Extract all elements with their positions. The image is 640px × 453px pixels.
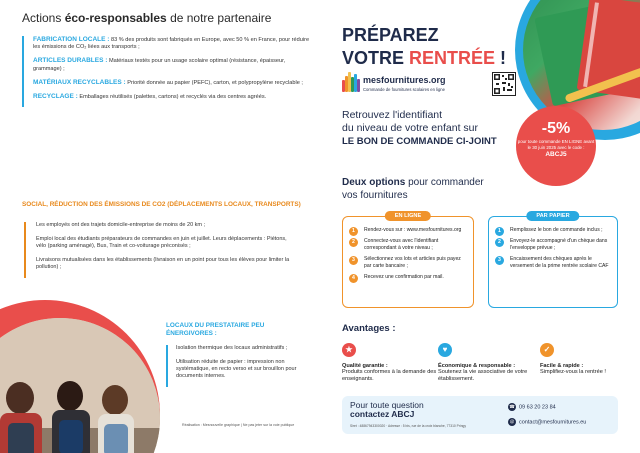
students-illustration xyxy=(0,318,160,453)
paper-step: 2 Envoyez-le accompagné d'un chèque dans l'enveloppe prévue ; xyxy=(495,238,613,251)
online-option-box xyxy=(342,213,474,308)
eco-item: FABRICATION LOCALE : 83 % des produits sont fabriqués en Europe, avec 50 % en France, pour réduire les émissions de CO₂ liées aux transports ; xyxy=(33,36,310,51)
identifier-message: Retrouvez l'identifiant du niveau de votre enfant sur LE BON DE COMMANDE CI-JOINT xyxy=(342,109,497,147)
eco-list xyxy=(22,36,312,107)
mail-icon: @ xyxy=(509,419,515,424)
eco-item: ARTICLES DURABLES : Matériaux testés pour un usage scolaire optimal (résistance, épaisseur, grammage) ; xyxy=(33,57,286,72)
online-option-label: EN LIGNE xyxy=(385,211,431,221)
page-title: PRÉPAREZ VOTRE RENTRÉE ! xyxy=(342,25,507,68)
promo-percent: -5% xyxy=(541,120,571,137)
brand-tagline: Commande de fournitures scolaires en ligne xyxy=(363,87,445,92)
right-panel xyxy=(320,0,640,453)
contact-name: contactez ABCJ xyxy=(350,409,415,419)
social-item: Livraisons mutualisées dans les établissements (livraison en un point pour tous les élèves pour limiter la pollution) ; xyxy=(36,257,290,270)
online-step: 2 Connectez-vous avec l'identifiant correspondant à votre niveau ; xyxy=(349,238,469,251)
promo-code: ABCJ5 xyxy=(545,151,567,159)
contact-phone[interactable]: ☎ 09 63 20 23 84 xyxy=(509,404,556,411)
qr-code-icon[interactable] xyxy=(492,72,516,96)
contact-email[interactable]: @ contact@mesfournitures.eu xyxy=(509,419,587,426)
online-step: 4 Recevez une confirmation par mail. xyxy=(349,274,469,280)
contact-address: Siret : 48867943300020 · Adresse : 5 bis, rue de la croix blanche, 77310 Pringy xyxy=(350,424,467,428)
online-step: 1 Rendez-vous sur : www.mesfournitures.org xyxy=(349,227,469,233)
advantage-item: ✓ Facile & rapide : Simplifiez-vous la rentrée ! xyxy=(540,345,606,375)
brand-name[interactable]: mesfournitures.org xyxy=(363,75,446,85)
paper-step: 3 Encaissement des chèques après le versement de la prime rentrée scolaire CAF xyxy=(495,256,613,269)
advantage-item: ★ Qualité garantie : Produits conformes à la demande des enseignants. xyxy=(342,345,437,382)
locaux-title: LOCAUX DU PRESTATAIRE PEU ÉNERGIVORES : xyxy=(166,322,265,337)
medal-icon: ★ xyxy=(342,343,356,357)
paper-option-box xyxy=(488,213,618,308)
thumbs-up-icon: ✓ xyxy=(540,343,554,357)
paper-option-label: PAR PAPIER xyxy=(526,211,579,221)
social-item: Emploi local des étudiants préparateurs de commandes en juin et juillet. Leurs déplacements : Piétons, vélo (parking aménagé), Bus, Train et co-voiturage préconisés ; xyxy=(36,236,287,249)
phone-icon: ☎ xyxy=(509,404,515,409)
locaux-item: Utilisation réduite de papier : impression non systématique, en recto verso et sur brouillon pour documents internes. xyxy=(176,359,297,379)
eco-item: MATÉRIAUX RECYCLABLES : Priorité donnée au papier (PEFC), carton, et polypropylène recyclable ; xyxy=(33,78,303,86)
promo-text: pour toute commande EN LIGNE avant le 30 juin 2025 avec le code : xyxy=(517,139,595,150)
handshake-icon: ♥ xyxy=(438,343,452,357)
social-title: SOCIAL, RÉDUCTION DES ÉMISSIONS DE CO2 (DÉPLACEMENTS LOCAUX, TRANSPORTS) xyxy=(22,201,301,208)
social-item: Les employés ont des trajets domicile-entreprise de moins de 20 km ; xyxy=(36,222,206,228)
locaux-item: Isolation thermique des locaux administratifs ; xyxy=(176,345,288,351)
options-heading: Deux options pour commander vos fournitures xyxy=(342,177,484,201)
locaux-list xyxy=(166,345,301,387)
advantage-item: ♥ Économique & responsable : Soutenez la vie associative de votre établissement. xyxy=(438,345,528,382)
contact-box xyxy=(342,396,618,434)
social-list xyxy=(24,222,294,278)
promo-badge xyxy=(516,106,596,186)
advantages-title: Avantages : xyxy=(342,323,396,334)
footnote: Réalisation : Mesnouvelle graphique | Ne pas jeter sur la voie publique xyxy=(182,423,295,427)
eco-item: RECYCLAGE : Emballages réutilisés (palettes, cartons) et recyclés via des centres agréés. xyxy=(33,93,267,101)
online-step: 3 Sélectionnez vos lots et articles puis payez par carte bancaire ; xyxy=(349,256,469,269)
students-photo xyxy=(0,318,160,453)
contact-question: Pour toute question xyxy=(350,400,424,410)
eco-title: Actions éco-responsables de notre partenaire xyxy=(22,11,272,25)
brand-logo-icon xyxy=(342,72,360,92)
paper-step: 1 Remplissez le bon de commande inclus ; xyxy=(495,227,613,233)
